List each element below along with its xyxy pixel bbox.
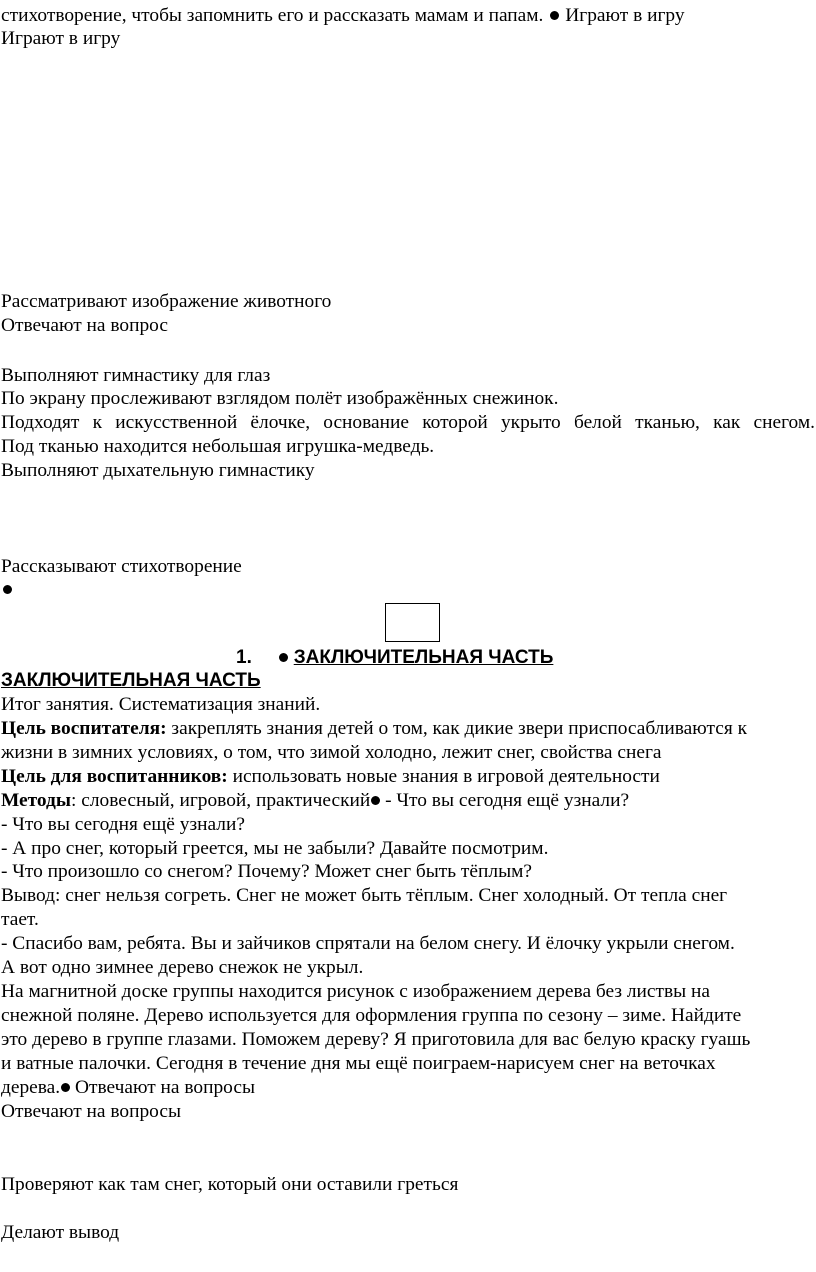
text-line: - А про снег, который греется, мы не забыли? Давайте посмотрим. — [1, 838, 549, 859]
methods-line: Методы: словесный, игровой, практический - Что вы сегодня ещё узнали? — [1, 790, 630, 811]
goal-children: Цель для воспитанников: использовать новые знания в игровой деятельности — [1, 766, 660, 787]
text-line: жизни в зимних условиях, о том, что зимой холодно, лежит снег, свойства снега — [1, 742, 662, 763]
bullet-icon — [279, 653, 288, 662]
bullet-icon — [371, 796, 380, 805]
text-line: дерева. Отвечают на вопросы — [1, 1077, 255, 1098]
text-line: тает. — [1, 909, 39, 930]
section-summary: Итог занятия. Систематизация знаний. — [1, 694, 321, 715]
goal-teacher: Цель воспитателя: закреплять знания детей о том, как дикие звери приспосабливаются к — [1, 718, 748, 739]
text-line: Проверяют как там снег, который они оставили греться — [1, 1174, 459, 1195]
text-line: это дерево в группе глазами. Поможем дереву? Я приготовила для вас белую краску гуашь — [1, 1029, 751, 1050]
text-line: Выполняют гимнастику для глаз — [1, 365, 271, 386]
text-line: На магнитной доске группы находится рисунок с изображением дерева без листвы на — [1, 981, 711, 1002]
text-line: - Спасибо вам, ребята. Вы и зайчиков спрятали на белом снегу. И ёлочку укрыли снегом. — [1, 933, 735, 954]
text-line: Рассматривают изображение животного — [1, 291, 332, 312]
section-number: 1. — [236, 647, 252, 668]
section-heading: ЗАКЛЮЧИТЕЛЬНАЯ ЧАСТЬ — [1, 670, 261, 691]
bullet-line — [1, 578, 18, 602]
text-line: Отвечают на вопросы — [1, 1101, 181, 1122]
section-heading-numbered — [236, 646, 553, 670]
text-line: стихотворение, чтобы запомнить его и рассказать мамам и папам. Играют в игру — [1, 5, 685, 26]
text-line: снежной поляне. Дерево используется для оформления группа по сезону – зиме. Найдите — [1, 1005, 742, 1026]
text-line: Рассказывают стихотворение — [1, 556, 242, 577]
text-line: Подходят к искусственной ёлочке, основание которой укрыто белой тканью, как снегом. — [1, 412, 815, 433]
text-line: - Что вы сегодня ещё узнали? — [1, 814, 245, 835]
text-line: Играют в игру — [1, 28, 121, 49]
text-line: Вывод: снег нельзя согреть. Снег не может быть тёплым. Снег холодный. От тепла снег — [1, 885, 728, 906]
text-line: - Что произошло со снегом? Почему? Может снег быть тёплым? — [1, 861, 532, 882]
bullet-icon — [550, 11, 559, 20]
text-line: Делают вывод — [1, 1222, 120, 1243]
bullet-icon — [61, 1083, 70, 1092]
text-line: и ватные палочки. Сегодня в течение дня мы ещё поиграем-нарисуем снег на веточках — [1, 1053, 716, 1074]
text-line: Под тканью находится небольшая игрушка-медведь. — [1, 436, 435, 457]
empty-frame — [385, 603, 440, 642]
text-line: А вот одно зимнее дерево снежок не укрыл. — [1, 957, 364, 978]
bullet-icon — [3, 585, 12, 594]
text-line: Выполняют дыхательную гимнастику — [1, 460, 315, 481]
text-line: Отвечают на вопрос — [1, 315, 168, 336]
text-line: По экрану прослеживают взглядом полёт изображённых снежинок. — [1, 388, 559, 409]
section-heading-inline: ЗАКЛЮЧИТЕЛЬНАЯ ЧАСТЬ — [293, 647, 554, 668]
